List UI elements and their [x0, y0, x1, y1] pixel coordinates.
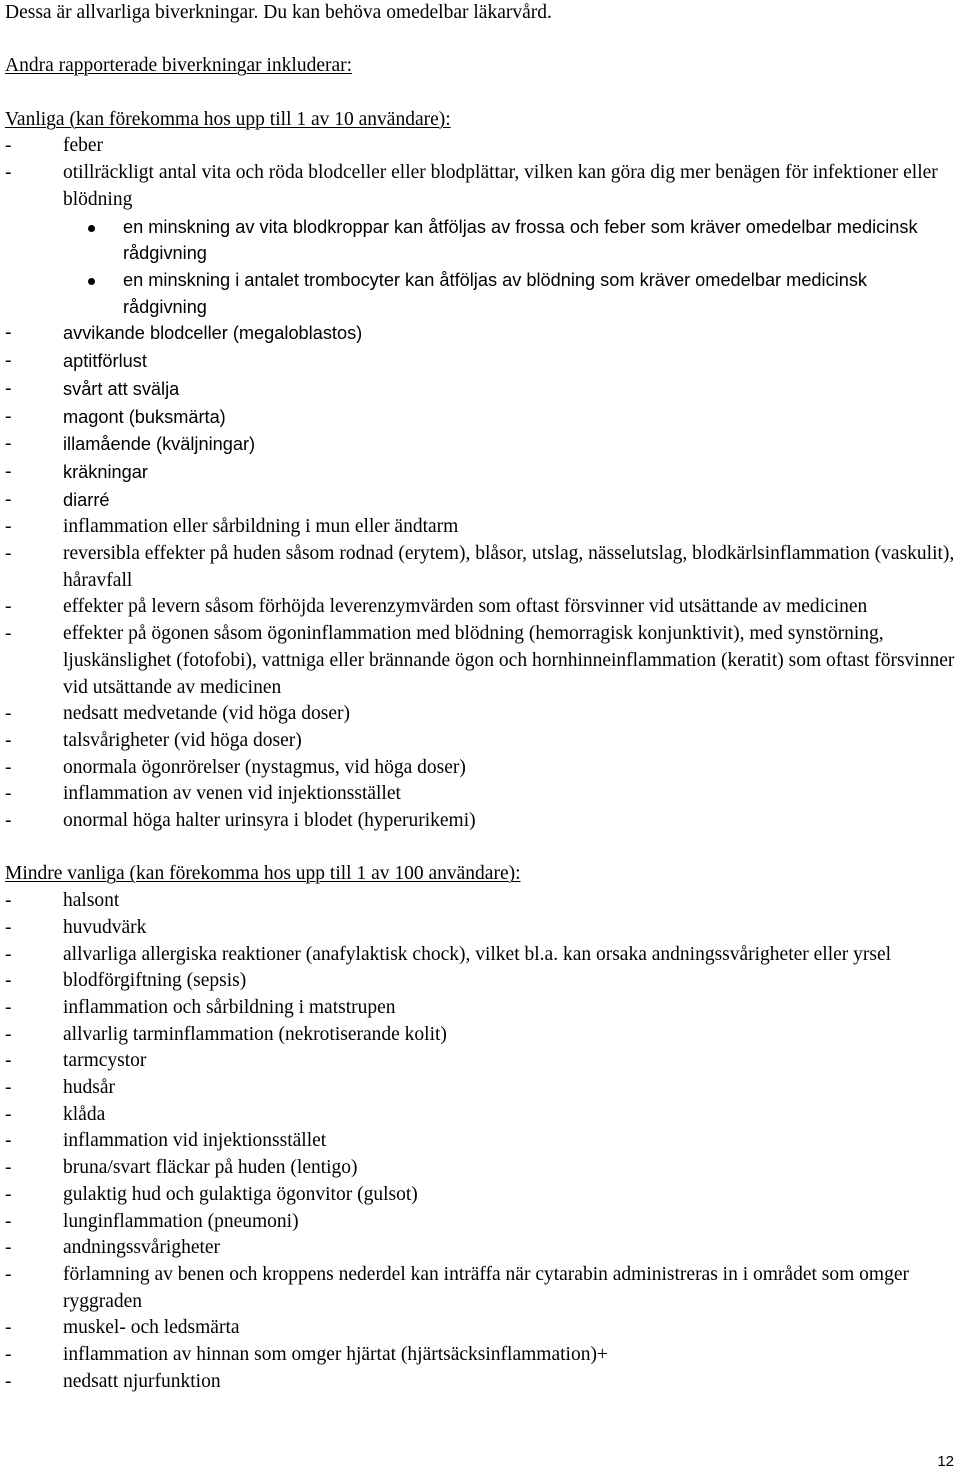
dash-marker: -	[5, 703, 12, 725]
list-item-text: tarmcystor	[63, 1050, 147, 1072]
list-item-text: diarré	[63, 489, 110, 510]
sub-list-item-text: en minskning av vita blodkroppar kan åtföljas av frossa och feber som kräver omedelbar medicinsk rådgivning	[123, 216, 918, 264]
dash-marker: -	[5, 543, 12, 565]
list-item	[5, 1048, 955, 1075]
dash-marker: -	[5, 970, 12, 992]
dash-marker: -	[5, 1157, 12, 1179]
dash-marker: -	[5, 1210, 12, 1232]
dash-marker: -	[5, 783, 12, 805]
dash-marker: -	[5, 596, 12, 618]
list-item	[5, 1262, 955, 1315]
list-item	[5, 514, 955, 541]
list-item-text: hudsår	[63, 1077, 115, 1099]
dash-marker: -	[5, 405, 12, 427]
list-item	[5, 348, 955, 376]
list-item-text: inflammation av venen vid injektionsstället	[63, 783, 401, 805]
list-item	[5, 1128, 955, 1155]
dash-marker: -	[5, 1103, 12, 1125]
list-item	[5, 459, 955, 487]
list-item-text: onormal höga halter urinsyra i blodet (hyperurikemi)	[63, 810, 476, 832]
list-item-text: illamående (kväljningar)	[63, 434, 256, 455]
list-item-text: feber	[63, 135, 104, 157]
dash-marker: -	[5, 916, 12, 938]
list-item-text: effekter på ögonen såsom ögoninflammation med blödning (hemorragisk konjunktivit), med synstörning, ljuskänslighet (fotofobi), vattniga eller brännande ögon och hornhinneinflammation (keratit) som oftast försvinner vid utsättande av medicinen	[63, 623, 955, 698]
sub-list-item	[5, 214, 955, 267]
sub-list-item	[5, 267, 955, 320]
list-item	[5, 1075, 955, 1102]
list-item	[5, 808, 955, 835]
list-item-text: halsont	[63, 890, 120, 912]
dash-marker: -	[5, 377, 12, 399]
bullet-icon	[88, 225, 95, 232]
dash-marker: -	[5, 460, 12, 482]
list-item-text: allvarliga allergiska reaktioner (anafylaktisk chock), vilket bl.a. kan orsaka andningssvårigheter eller yrsel	[63, 943, 892, 965]
page-number: 12	[937, 1453, 954, 1470]
list-item-text: gulaktig hud och gulaktiga ögonvitor (gulsot)	[63, 1183, 418, 1205]
list-item-text: huvudvärk	[63, 916, 147, 938]
dash-marker: -	[5, 810, 12, 832]
intro-text: Dessa är allvarliga biverkningar. Du kan behöva omedelbar läkarvård.	[5, 2, 552, 23]
list-item	[5, 1209, 955, 1236]
list-item	[5, 942, 955, 969]
list-item-text: inflammation av hinnan som omger hjärtat (hjärtsäcksinflammation)+	[63, 1344, 608, 1366]
dash-marker: -	[5, 1317, 12, 1339]
dash-marker: -	[5, 135, 12, 157]
list-item	[5, 968, 955, 995]
list-item	[5, 781, 955, 808]
list-item	[5, 728, 955, 755]
list-item	[5, 995, 955, 1022]
dash-marker: -	[5, 890, 12, 912]
dash-marker: -	[5, 322, 12, 344]
list-item	[5, 376, 955, 404]
list-item	[5, 1315, 955, 1342]
list-item	[5, 1235, 955, 1262]
dash-marker: -	[5, 756, 12, 778]
list-item-text: svårt att svälja	[63, 378, 180, 399]
list-item-text: blodförgiftning (sepsis)	[63, 970, 247, 992]
list-item-text: allvarlig tarminflammation (nekrotiserande kolit)	[63, 1023, 447, 1045]
list-item-text: magont (buksmärta)	[63, 406, 226, 427]
list-item-text: avvikande blodceller (megaloblastos)	[63, 323, 363, 344]
list-item	[5, 431, 955, 459]
list-item	[5, 621, 955, 701]
uncommon-heading: Mindre vanliga (kan förekomma hos upp till 1 av 100 användare):	[5, 863, 521, 885]
list-item-text: kräkningar	[63, 461, 148, 482]
dash-marker: -	[5, 996, 12, 1018]
list-item-text: inflammation och sårbildning i matstrupen	[63, 996, 396, 1018]
list-item	[5, 404, 955, 432]
list-item-text: lunginflammation (pneumoni)	[63, 1210, 299, 1232]
dash-marker: -	[5, 488, 12, 510]
dash-marker: -	[5, 350, 12, 372]
list-item	[5, 487, 955, 515]
dash-marker: -	[5, 1077, 12, 1099]
dash-marker: -	[5, 623, 12, 645]
list-item	[5, 133, 955, 160]
list-item	[5, 1022, 955, 1049]
dash-marker: -	[5, 516, 12, 538]
list-item	[5, 888, 955, 915]
list-item-text: aptitförlust	[63, 351, 147, 372]
spacer	[5, 835, 955, 862]
other-side-effects-heading: Andra rapporterade biverkningar inkluderar:	[5, 55, 353, 77]
dash-marker: -	[5, 943, 12, 965]
dash-marker: -	[5, 1370, 12, 1392]
list-item-text: nedsatt medvetande (vid höga doser)	[63, 703, 350, 725]
list-item-text: förlamning av benen och kroppens nederdel kan inträffa när cytarabin administreras in i området som omger ryggraden	[63, 1264, 909, 1312]
list-item-text: talsvårigheter (vid höga doser)	[63, 729, 302, 751]
list-item	[5, 915, 955, 942]
list-item	[5, 701, 955, 728]
list-item-text: onormala ögonrörelser (nystagmus, vid höga doser)	[63, 756, 466, 778]
spacer	[5, 80, 955, 107]
list-item	[5, 1182, 955, 1209]
list-item-text: bruna/svart fläckar på huden (lentigo)	[63, 1157, 358, 1179]
dash-marker: -	[5, 1050, 12, 1072]
list-item	[5, 1342, 955, 1369]
dash-marker: -	[5, 1344, 12, 1366]
list-item-text: inflammation eller sårbildning i mun eller ändtarm	[63, 516, 459, 538]
bullet-icon	[88, 278, 95, 285]
list-item-text: klåda	[63, 1103, 106, 1125]
list-item-text: nedsatt njurfunktion	[63, 1370, 221, 1392]
list-item	[5, 160, 955, 213]
document-page	[5, 0, 955, 1396]
list-item	[5, 1102, 955, 1129]
dash-marker: -	[5, 433, 12, 455]
list-item-text: muskel- och ledsmärta	[63, 1317, 240, 1339]
list-item-text: effekter på levern såsom förhöjda leverenzymvärden som oftast försvinner vid utsättande av medicinen	[63, 596, 868, 618]
list-item	[5, 594, 955, 621]
list-item-text: inflammation vid injektionsstället	[63, 1130, 327, 1152]
list-item	[5, 1155, 955, 1182]
dash-marker: -	[5, 1183, 12, 1205]
list-item	[5, 1369, 955, 1396]
dash-marker: -	[5, 729, 12, 751]
list-item-text: andningssvårigheter	[63, 1237, 221, 1259]
list-item-text: reversibla effekter på huden såsom rodnad (erytem), blåsor, utslag, nässelutslag, blodkärlsinflammation (vaskulit), håravfall	[63, 543, 955, 591]
dash-marker: -	[5, 162, 12, 184]
dash-marker: -	[5, 1264, 12, 1285]
dash-marker: -	[5, 1237, 12, 1259]
dash-marker: -	[5, 1023, 12, 1045]
list-item	[5, 755, 955, 782]
list-item	[5, 541, 955, 594]
dash-marker: -	[5, 1130, 12, 1152]
common-heading: Vanliga (kan förekomma hos upp till 1 av 10 användare):	[5, 108, 451, 130]
spacer	[5, 27, 955, 54]
list-item-text: otillräckligt antal vita och röda blodceller eller blodplättar, vilken kan göra dig mer benägen för infektioner eller blödning	[63, 162, 938, 210]
list-item	[5, 320, 955, 348]
sub-list-item-text: en minskning i antalet trombocyter kan åtföljas av blödning som kräver omedelbar medicinsk rådgivning	[123, 270, 868, 317]
